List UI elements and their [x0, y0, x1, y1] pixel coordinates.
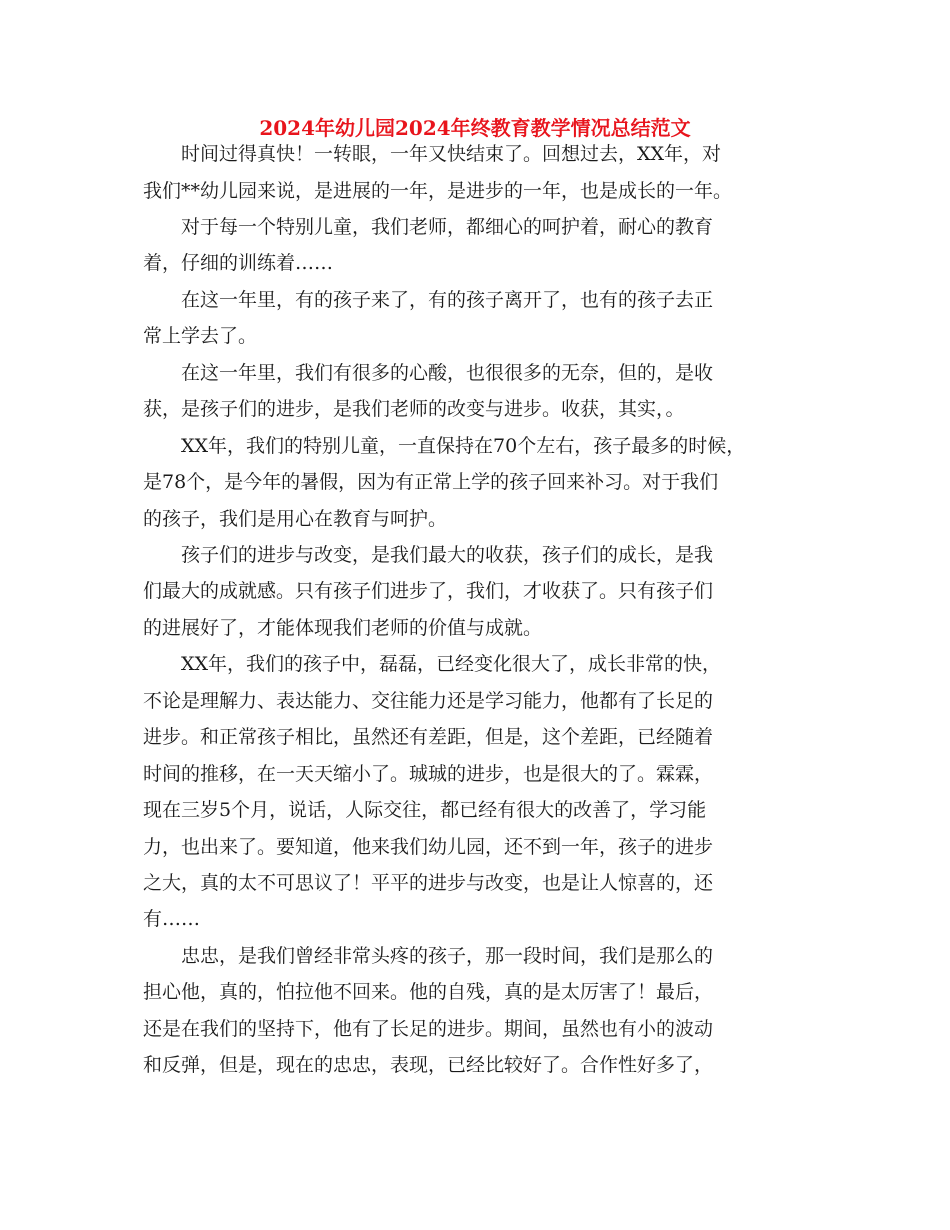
paragraph-line: XX年，我们的特别儿童，一直保持在70个左右，孩子最多的时候， [143, 435, 746, 457]
paragraph-line: 忠忠，是我们曾经非常头疼的孩子，那一段时间，我们是那么的 [143, 945, 714, 967]
paragraph-line: 我们**幼儿园来说，是进展的一年，是进步的一年，也是成长的一年。 [143, 180, 733, 202]
paragraph-line: 担心他，真的，怕拉他不回来。他的自残，真的是太厉害了！最后， [143, 981, 714, 1003]
paragraph-line: XX年，我们的孩子中，磊磊，已经变化很大了，成长非常的快， [143, 653, 722, 675]
paragraph-line: 进步。和正常孩子相比，虽然还有差距，但是，这个差距，已经随着 [143, 726, 714, 748]
paragraph-line: 力，也出来了。要知道，他来我们幼儿园，还不到一年，孩子的进步 [143, 836, 714, 858]
paragraph-line: 在这一年里，我们有很多的心酸，也很很多的无奈，但的，是收 [143, 362, 714, 384]
paragraph-line: 还是在我们的坚持下，他有了长足的进步。期间，虽然也有小的波动 [143, 1018, 714, 1040]
paragraph-line: 着，仔细的训练着…… [143, 252, 334, 274]
paragraph-line: 们最大的成就感。只有孩子们进步了，我们，才收获了。只有孩子们 [143, 580, 714, 602]
paragraph-line: 不论是理解力、表达能力、交往能力还是学习能力，他都有了长足的 [143, 690, 714, 712]
paragraph-line: 是78个，是今年的暑假，因为有正常上学的孩子回来补习。对于我们 [143, 471, 719, 493]
paragraph-line: 和反弹，但是，现在的忠忠，表现，已经比较好了。合作性好多了， [143, 1054, 714, 1076]
document-title: 2024年幼儿园2024年终教育教学情况总结范文 [259, 116, 691, 140]
paragraph-line: 时间过得真快！一转眼，一年又快结束了。回想过去，XX年，对 [143, 143, 722, 165]
paragraph-line: 常上学去了。 [143, 325, 258, 347]
paragraph-line: 时间的推移，在一天天缩小了。珹珹的进步，也是很大的了。霖霖， [143, 763, 714, 785]
paragraph-line: 在这一年里，有的孩子来了，有的孩子离开了，也有的孩子去正 [143, 289, 714, 311]
paragraph-line: 的孩子，我们是用心在教育与呵护。 [143, 508, 448, 530]
paragraph-line: 的进展好了，才能体现我们老师的价值与成就。 [143, 617, 543, 639]
paragraph-line: 对于每一个特别儿童，我们老师，都细心的呵护着，耐心的教育 [143, 216, 714, 238]
paragraph-line: 有…… [143, 908, 201, 930]
paragraph-line: 获，是孩子们的进步，是我们老师的改变与进步。收获，其实，。 [143, 398, 685, 420]
paragraph-line: 之大，真的太不可思议了！平平的进步与改变，也是让人惊喜的，还 [143, 872, 714, 894]
paragraph-line: 孩子们的进步与改变，是我们最大的收获，孩子们的成长，是我 [143, 544, 714, 566]
paragraph-line: 现在三岁5个月，说话，人际交往，都已经有很大的改善了，学习能 [143, 799, 707, 821]
